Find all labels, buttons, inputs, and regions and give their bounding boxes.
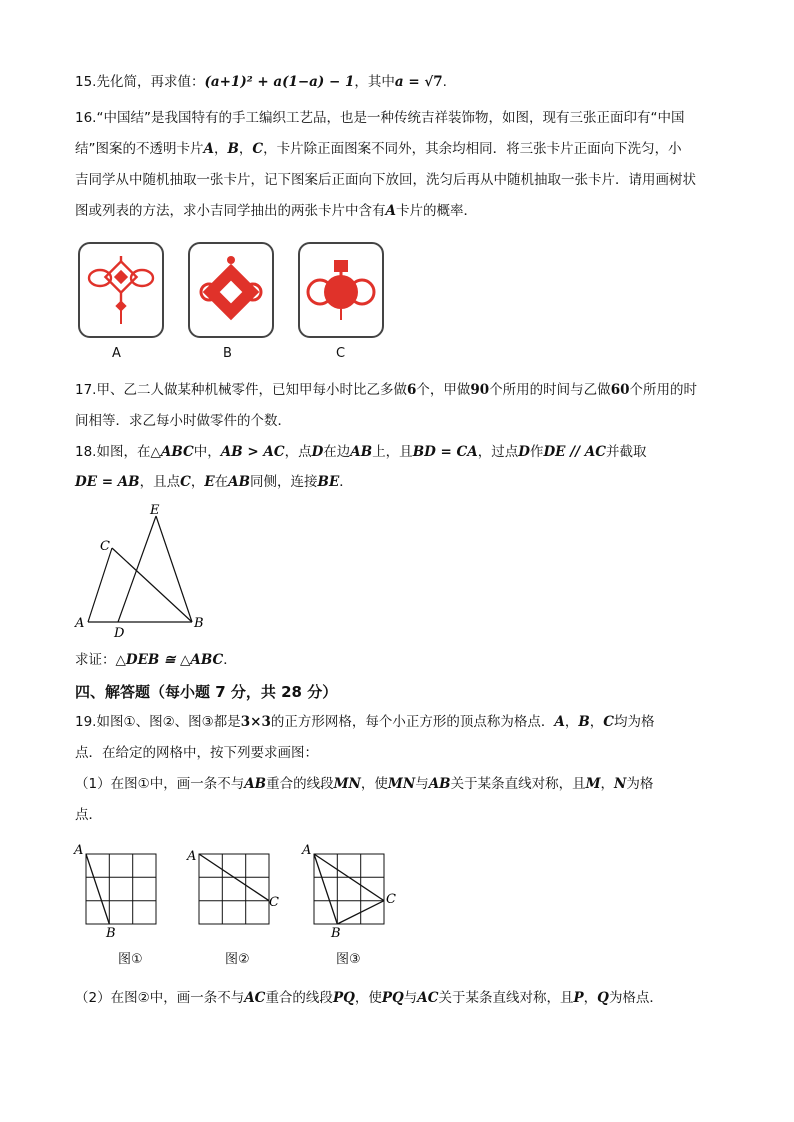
chinese-knot-b-icon — [196, 254, 266, 326]
grid2-label-c: C — [269, 895, 279, 910]
grid-figure-1 — [70, 838, 170, 938]
grid-figure-3 — [298, 838, 398, 938]
grid2-label-a: A — [187, 849, 197, 864]
card-c-label: C — [336, 346, 346, 361]
fig-label-a: A — [75, 616, 85, 631]
q19-part1-line-2: 点． — [75, 807, 102, 823]
card-a — [78, 242, 164, 338]
q19-line-1: 19.如图①、图②、图③都是3×3的正方形网格，每个小正方形的顶点称为格点．A，B，C均为格 — [75, 714, 655, 730]
grid3-label-a: A — [302, 843, 312, 858]
q19-line-2: 点．在给定的网格中，按下列要求画图： — [75, 745, 318, 761]
fig-label-d: D — [114, 626, 125, 641]
chinese-knot-c-icon — [306, 254, 376, 326]
fig-label-c: C — [100, 539, 110, 554]
q19-part1-line-1: （1）在图①中，画一条不与AB重合的线段MN，使MN与AB关于某条直线对称，且M，N为格 — [75, 776, 654, 792]
sqrt-seven: √7 — [424, 74, 443, 90]
q15-line: 15.先化简，再求值：(a+1)² + a(1−a) − 1，其中a = √7. — [75, 74, 447, 90]
q18-proof: 求证：△DEB ≅ △ABC． — [75, 652, 237, 668]
q18-triangle-figure — [70, 500, 220, 645]
grid1-label-b: B — [106, 926, 116, 938]
grid-caption-3: 图③ — [336, 952, 361, 967]
card-b-label: B — [223, 346, 232, 361]
card-b — [188, 242, 274, 338]
q17-line-2: 间相等．求乙每小时做零件的个数． — [75, 413, 291, 429]
grid3-label-c: C — [386, 892, 396, 907]
q18-line-2: DE = AB，且点C，E在AB同侧，连接BE． — [75, 474, 353, 490]
q16-line-4: 图或列表的方法，求小吉同学抽出的两张卡片中含有A卡片的概率． — [75, 203, 477, 219]
grid-caption-1: 图① — [118, 952, 143, 967]
q16-line-3: 吉同学从中随机抽取一张卡片，记下图案后正面向下放回，洗匀后再从中随机抽取一张卡片．请用画树状 — [75, 172, 696, 188]
q19-part2-line: （2）在图②中，画一条不与AC重合的线段PQ，使PQ与AC关于某条直线对称，且P，Q为格点． — [75, 990, 663, 1006]
fig-label-e: E — [150, 503, 160, 518]
fig-label-b: B — [194, 616, 204, 631]
card-a-label: A — [112, 346, 121, 361]
q16-line-1: 16.“中国结”是我国特有的手工编织工艺品，也是一种传统吉祥装饰物，如图，现有三张正面印有“中国 — [75, 110, 685, 126]
q17-line-1: 17.甲、乙二人做某种机械零件，已知甲每小时比乙多做6个，甲做90个所用的时间与乙做60个所用的时 — [75, 382, 697, 398]
q16-line-2: 结”图案的不透明卡片A，B，C，卡片除正面图案不同外，其余均相同．将三张卡片正面向下洗匀，小 — [75, 141, 682, 157]
q18-line-1: 18.如图，在△ABC中，AB > AC，点D在边AB上，且BD = CA，过点D作DE // AC并截取 — [75, 444, 647, 460]
section-4-title: 四、解答题（每小题 7 分，共 28 分） — [75, 683, 338, 701]
q15-expression: (a+1)² + a(1−a) − 1 — [204, 74, 355, 90]
card-c — [298, 242, 384, 338]
grid1-label-a: A — [74, 843, 84, 858]
grid3-label-b: B — [331, 926, 341, 938]
grid-figure-2 — [183, 838, 283, 938]
q15-prefix: 15.先化简，再求值： — [75, 74, 205, 90]
grid-caption-2: 图② — [225, 952, 250, 967]
chinese-knot-a-icon — [86, 254, 156, 326]
